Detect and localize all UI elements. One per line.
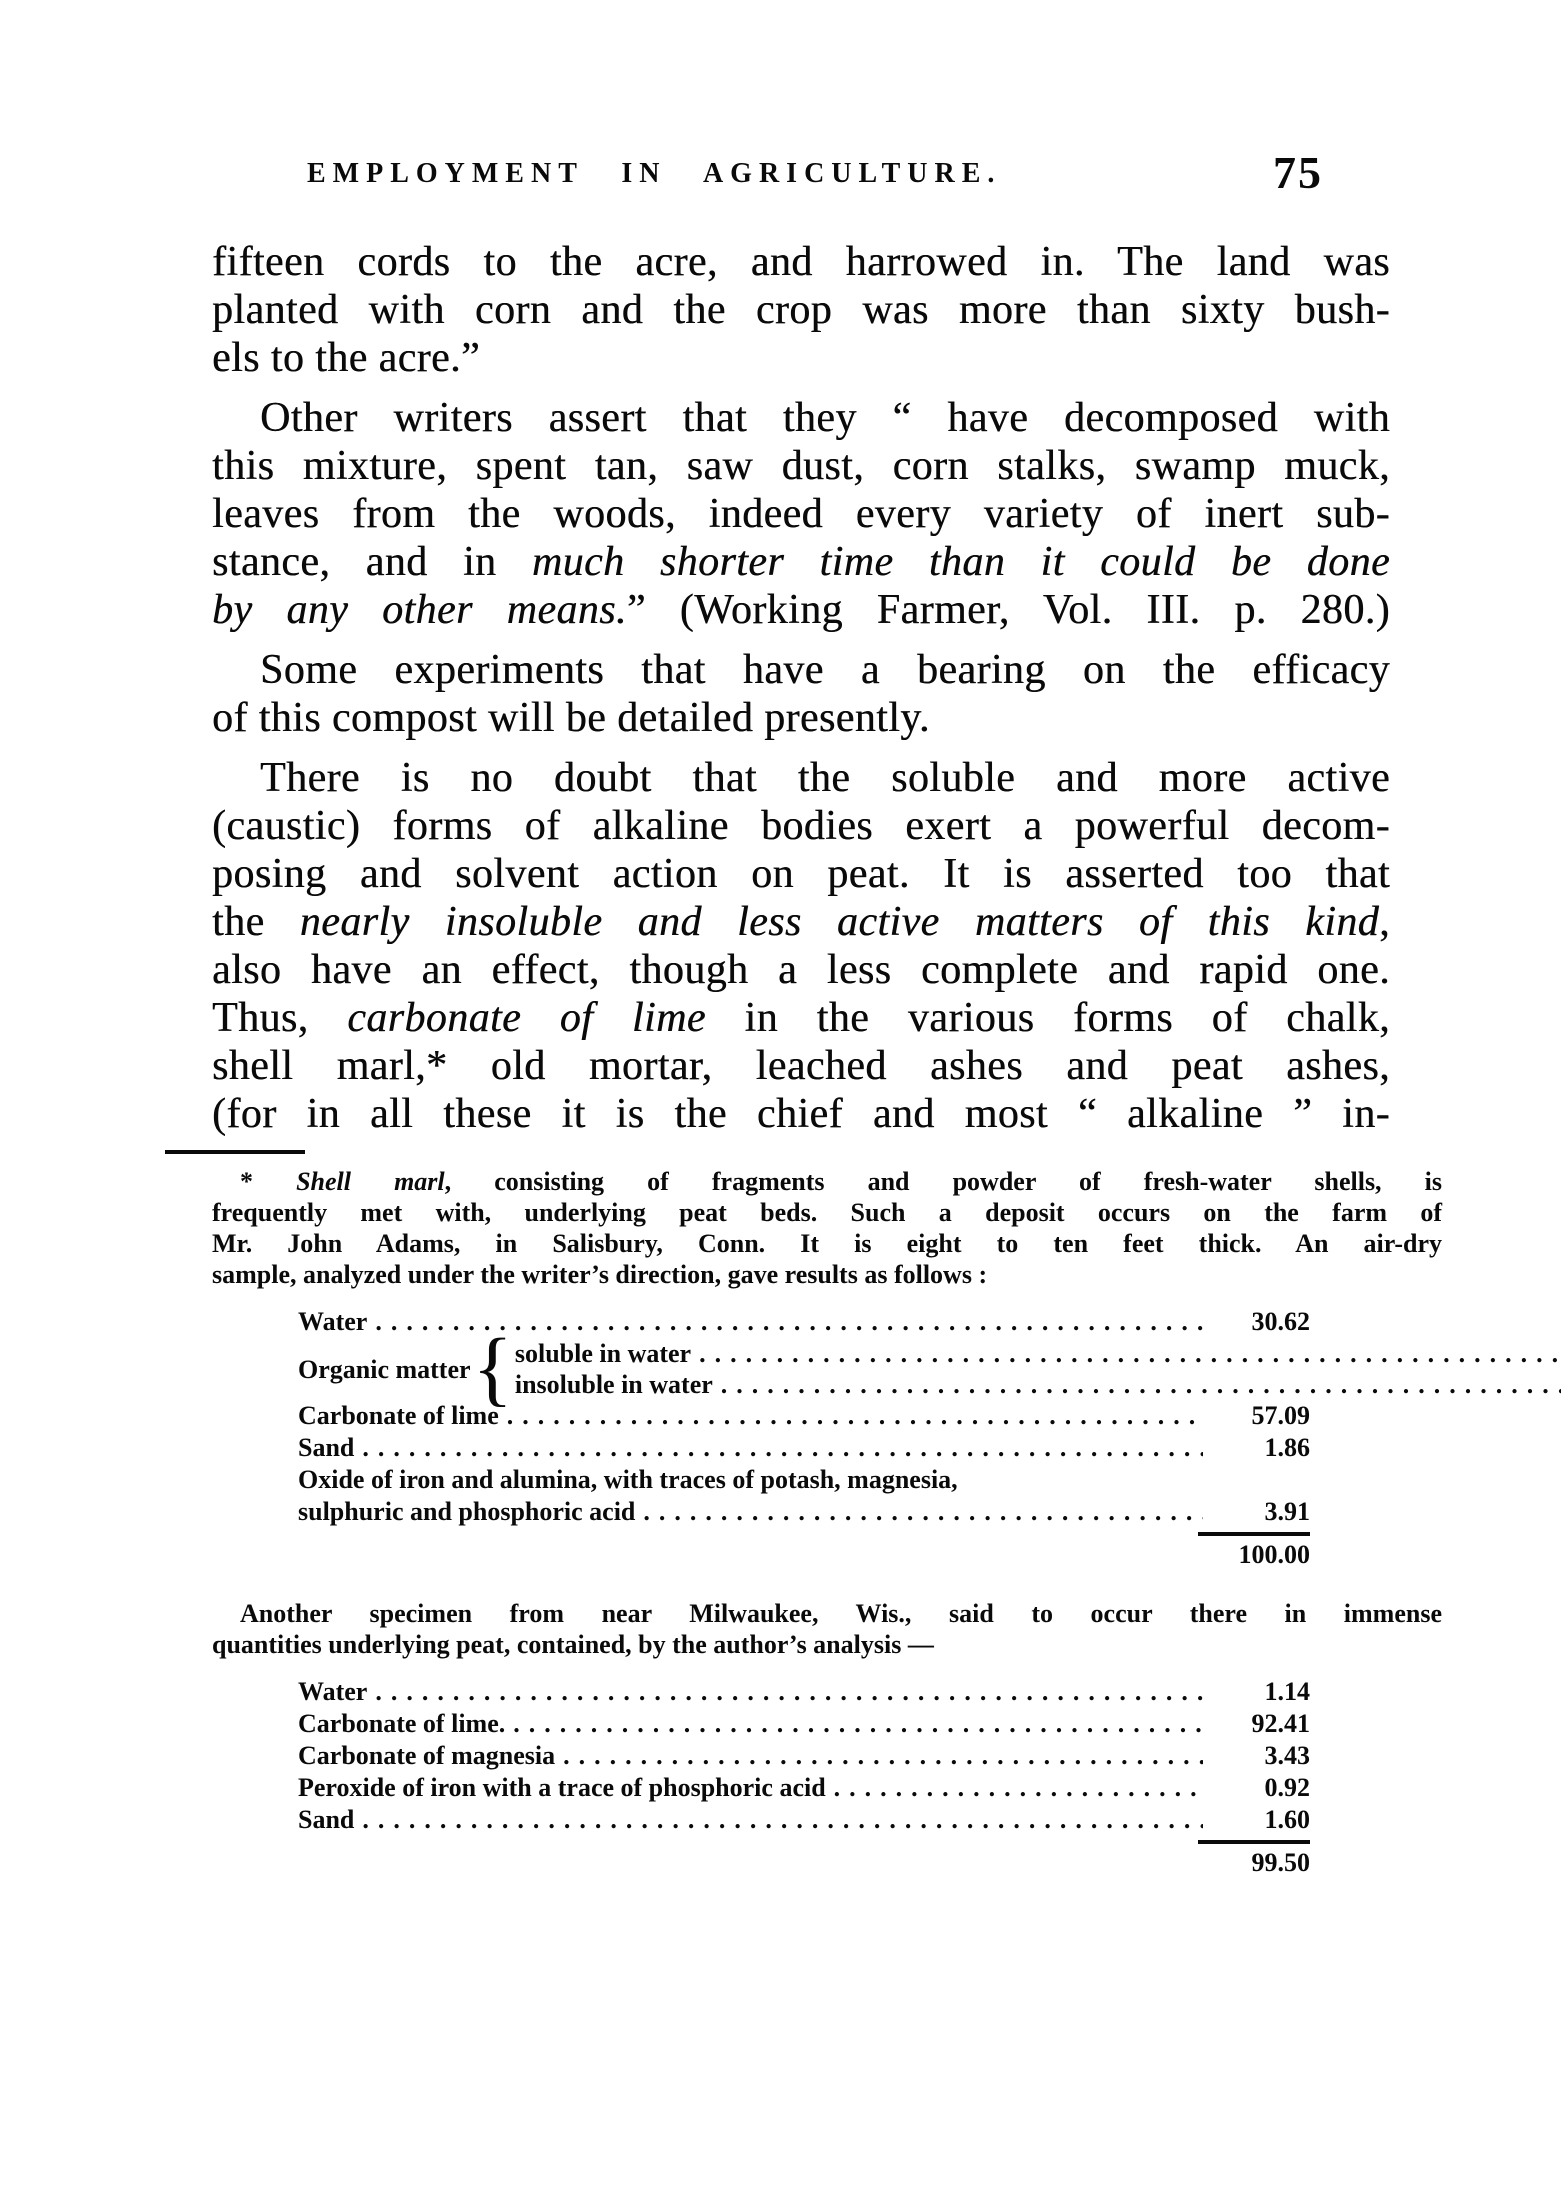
paragraph bbox=[212, 646, 1390, 742]
row-value: 1.86 bbox=[1264, 1433, 1310, 1462]
body-paragraphs bbox=[212, 238, 1390, 1138]
table-row bbox=[298, 1804, 1310, 1836]
table-total-value: 99.50 bbox=[1198, 1840, 1310, 1878]
table-row bbox=[298, 1400, 1310, 1432]
row-value: 30.62 bbox=[1251, 1307, 1310, 1336]
row-value: 0.92 bbox=[1264, 1773, 1310, 1802]
paragraph bbox=[212, 1598, 1442, 1660]
plain-text: * bbox=[240, 1167, 297, 1196]
table-row-label-line: Oxide of iron and alumina, with traces of potash, magnesia, bbox=[298, 1465, 958, 1494]
row-label: Peroxide of iron with a trace of phosphoric acid bbox=[298, 1773, 826, 1802]
text-line bbox=[212, 754, 1390, 802]
plain-text: this mixture, spent tan, saw dust, corn stalks, swamp muck, bbox=[212, 443, 1390, 489]
plain-text: also have an effect, though a less complete and rapid one. bbox=[212, 947, 1390, 993]
row-value: 57.09 bbox=[1251, 1401, 1310, 1430]
dot-leader bbox=[699, 1338, 1561, 1369]
text-line bbox=[212, 850, 1390, 898]
plain-text: ” (Working Farmer, Vol. III. p. 280.) bbox=[626, 587, 1390, 633]
text-line bbox=[212, 334, 1390, 382]
dot-leader bbox=[643, 1496, 1203, 1528]
row-label: Water bbox=[298, 1307, 368, 1336]
row-label: Carbonate of lime bbox=[298, 1401, 499, 1430]
paragraph bbox=[212, 754, 1390, 1138]
row-label: Organic matter bbox=[298, 1354, 471, 1384]
left-brace: { bbox=[472, 1322, 513, 1415]
plain-text: (caustic) forms of alkaline bodies exert a powerful decom- bbox=[212, 803, 1390, 849]
row-label: Sand bbox=[298, 1433, 355, 1462]
table-total-value: 100.00 bbox=[1198, 1532, 1310, 1570]
plain-text: posing and solvent action on peat. It is asserted too that bbox=[212, 851, 1390, 897]
text-line bbox=[212, 646, 1390, 694]
plain-text: frequently met with, underlying peat beds. Such a deposit occurs on the farm of bbox=[212, 1198, 1442, 1227]
text-line bbox=[212, 442, 1390, 490]
plain-text: in the various forms of chalk, bbox=[705, 995, 1390, 1041]
row-label: Carbonate of lime. bbox=[298, 1709, 506, 1738]
row-label: Carbonate of magnesia bbox=[298, 1741, 556, 1770]
text-line bbox=[212, 1598, 1442, 1629]
dot-leader bbox=[362, 1804, 1203, 1836]
italic-text: much shorter time than it could be done bbox=[531, 539, 1390, 585]
dot-leader bbox=[507, 1400, 1203, 1432]
plain-text: Other writers assert that they “ have decomposed with bbox=[260, 395, 1390, 441]
paragraph bbox=[212, 238, 1390, 382]
text-line bbox=[212, 586, 1390, 634]
footnote bbox=[212, 1166, 1442, 1878]
plain-text: sample, analyzed under the writer’s direction, gave results as follows : bbox=[212, 1260, 988, 1289]
plain-text: leaves from the woods, indeed every variety of inert sub- bbox=[212, 491, 1390, 537]
footnote-text bbox=[212, 1166, 1442, 1290]
paragraph bbox=[212, 1166, 1442, 1290]
footnote-divider bbox=[165, 1150, 305, 1154]
row-label-continued: sulphuric and phosphoric acid bbox=[298, 1497, 636, 1526]
plain-text: planted with corn and the crop was more than sixty bush- bbox=[212, 287, 1390, 333]
plain-text: , bbox=[1379, 899, 1390, 945]
sub-row-label: insoluble in water bbox=[514, 1370, 713, 1399]
text-line bbox=[212, 802, 1390, 850]
brace-sub-rows bbox=[515, 1338, 1561, 1400]
row-value: 3.43 bbox=[1264, 1741, 1310, 1770]
plain-text: stance, and in bbox=[212, 539, 532, 585]
table-sub-row bbox=[515, 1338, 1561, 1369]
dot-leader bbox=[362, 1432, 1203, 1464]
table-row bbox=[298, 1432, 1310, 1464]
running-title: EMPLOYMENT IN AGRICULTURE. bbox=[307, 158, 1002, 189]
plain-text: shell marl,* old mortar, leached ashes and peat ashes, bbox=[212, 1043, 1390, 1089]
plain-text: Another specimen from near Milwaukee, Wis., said to occur there in immense bbox=[240, 1599, 1442, 1628]
plain-text: Mr. John Adams, in Salisbury, Conn. It is eight to ten feet thick. An air-dry bbox=[212, 1229, 1442, 1258]
text-line bbox=[212, 286, 1390, 334]
text-line bbox=[212, 490, 1390, 538]
plain-text: (for in all these it is the chief and most “ alkaline ” in- bbox=[212, 1091, 1390, 1137]
table-row bbox=[298, 1306, 1310, 1338]
footnote-paragraph-2 bbox=[212, 1598, 1442, 1660]
italic-text: nearly insoluble and less active matters of this kind bbox=[299, 899, 1380, 945]
paragraph bbox=[212, 394, 1390, 634]
sub-row-label: soluble in water bbox=[514, 1339, 692, 1368]
text-line bbox=[212, 394, 1390, 442]
text-line bbox=[212, 994, 1390, 1042]
text-line bbox=[212, 898, 1390, 946]
italic-text: Shell marl bbox=[296, 1167, 445, 1196]
table-row bbox=[298, 1496, 1310, 1528]
text-line bbox=[212, 1197, 1442, 1228]
text-line bbox=[212, 1228, 1442, 1259]
row-value: 92.41 bbox=[1251, 1709, 1310, 1738]
footnote-table-1 bbox=[298, 1306, 1310, 1570]
page-number: 75 bbox=[1273, 147, 1323, 198]
table-row bbox=[298, 1676, 1310, 1708]
dot-leader bbox=[375, 1676, 1203, 1708]
table-row bbox=[298, 1772, 1310, 1804]
text-line bbox=[212, 1259, 1442, 1290]
italic-text: by any other means. bbox=[212, 587, 627, 633]
plain-text: quantities underlying peat, contained, by the author’s analysis — bbox=[212, 1630, 934, 1659]
row-label: Sand bbox=[298, 1805, 355, 1834]
text-line bbox=[212, 1629, 1442, 1660]
text-line bbox=[212, 238, 1390, 286]
table-row-braced bbox=[298, 1322, 1310, 1415]
plain-text: There is no doubt that the soluble and more active bbox=[260, 755, 1390, 801]
plain-text: the bbox=[212, 899, 300, 945]
plain-text: Some experiments that have a bearing on the efficacy bbox=[260, 647, 1390, 693]
dot-leader bbox=[834, 1772, 1203, 1804]
dot-leader bbox=[721, 1369, 1561, 1400]
row-value: 1.14 bbox=[1264, 1677, 1310, 1706]
dot-leader bbox=[563, 1740, 1203, 1772]
dot-leader bbox=[513, 1708, 1203, 1740]
text-line bbox=[212, 538, 1390, 586]
text-line bbox=[212, 1166, 1442, 1197]
table-total-row bbox=[298, 1840, 1310, 1878]
text-line bbox=[212, 694, 1390, 742]
table-total-row bbox=[298, 1532, 1310, 1570]
page-header bbox=[212, 147, 1390, 198]
plain-text: , consisting of fragments and powder of fresh-water shells, is bbox=[444, 1167, 1442, 1196]
row-value: 1.60 bbox=[1264, 1805, 1310, 1834]
plain-text: Thus, bbox=[212, 995, 348, 1041]
row-label: Water bbox=[298, 1677, 368, 1706]
row-value: 3.91 bbox=[1264, 1497, 1310, 1526]
text-line bbox=[212, 1090, 1390, 1138]
footnote-table-2 bbox=[298, 1676, 1310, 1878]
plain-text: els to the acre.” bbox=[212, 335, 480, 381]
plain-text: of this compost will be detailed presently. bbox=[212, 695, 930, 741]
table-sub-row bbox=[515, 1369, 1561, 1400]
plain-text: fifteen cords to the acre, and harrowed in. The land was bbox=[212, 239, 1390, 285]
text-line bbox=[212, 946, 1390, 994]
italic-text: carbonate of lime bbox=[347, 995, 706, 1041]
text-line bbox=[212, 1042, 1390, 1090]
table-row bbox=[298, 1740, 1310, 1772]
table-row bbox=[298, 1708, 1310, 1740]
